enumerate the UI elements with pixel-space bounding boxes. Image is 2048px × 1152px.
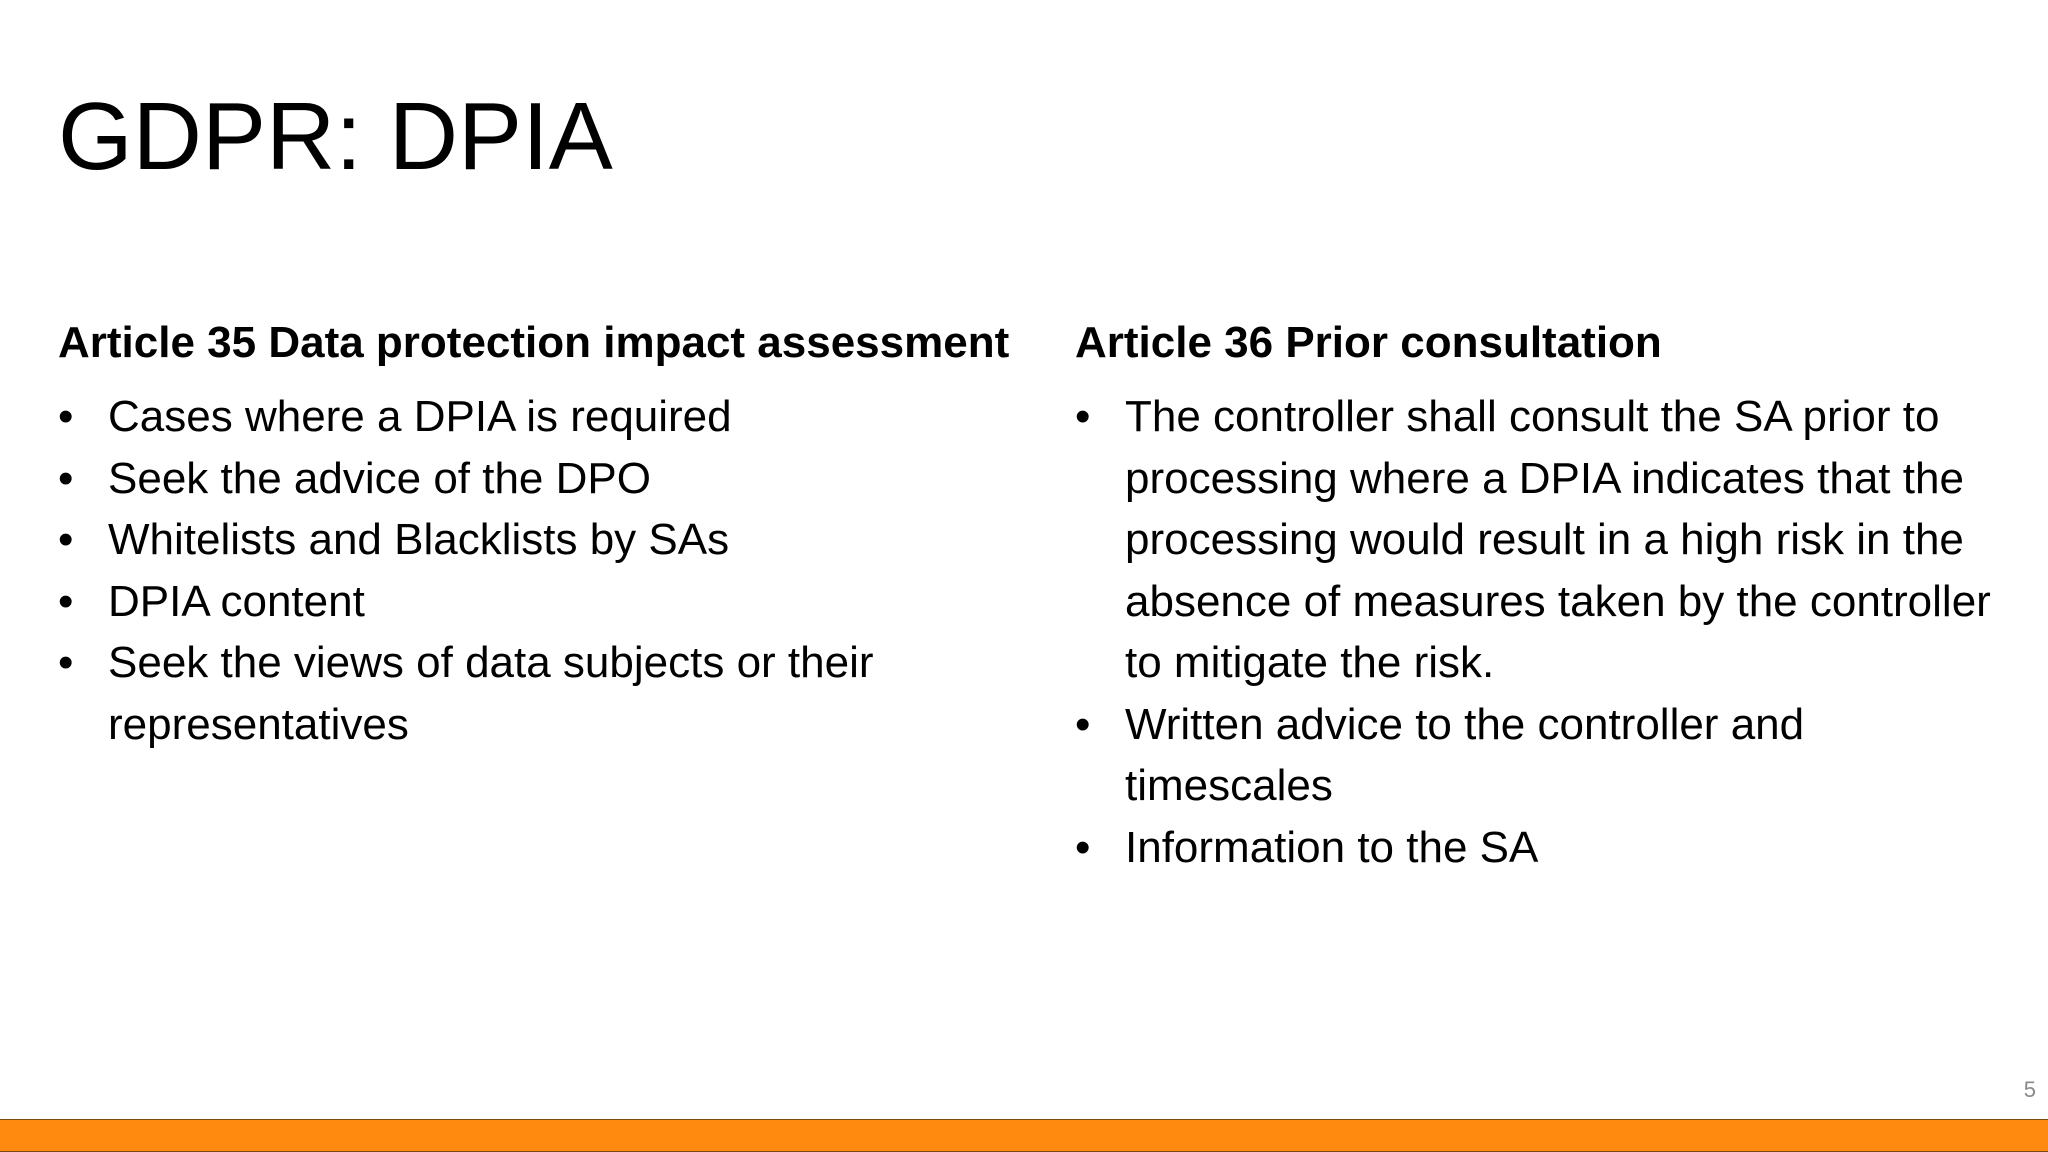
right-column-heading: Article 36 Prior consultation	[1075, 318, 1662, 367]
footer-accent-bar	[0, 1119, 2048, 1152]
list-item	[1075, 386, 2015, 694]
list-item-text: The controller shall consult the SA prior to processing where a DPIA indicates that the processing would result in a high risk in the absence of measures taken by the controller to mitigate the risk.	[1125, 392, 1991, 687]
bullet-icon: •	[1075, 392, 1091, 441]
right-column	[1075, 312, 2015, 878]
bullet-icon: •	[58, 576, 74, 626]
bullet-icon: •	[58, 453, 74, 503]
list-item-text: Written advice to the controller and timescales	[1125, 699, 1805, 810]
slide-title: GDPR: DPIA	[58, 83, 613, 190]
slide-number: 5	[2023, 1077, 2036, 1102]
list-item-text: Cases where a DPIA is required	[108, 392, 732, 441]
left-column	[58, 312, 1038, 755]
list-item	[58, 448, 1038, 510]
bullet-icon: •	[58, 392, 74, 441]
left-bullet-list	[58, 386, 1038, 755]
bullet-icon: •	[1075, 699, 1091, 749]
bullet-icon: •	[58, 515, 74, 564]
list-item	[58, 386, 1038, 448]
list-item-text: Information to the SA	[1125, 822, 1539, 872]
list-item	[58, 571, 1038, 633]
list-item	[1075, 694, 2015, 817]
bullet-icon: •	[58, 638, 74, 687]
bullet-icon: •	[1075, 822, 1091, 872]
list-item-text: Whitelists and Blacklists by SAs	[108, 515, 730, 564]
list-item	[58, 632, 1038, 755]
list-item	[58, 509, 1038, 571]
left-column-heading: Article 35 Data protection impact assessment	[58, 318, 1010, 367]
list-item-text: Seek the advice of the DPO	[108, 453, 651, 503]
list-item	[1075, 817, 2015, 879]
list-item-text: DPIA content	[108, 576, 365, 626]
right-bullet-list	[1075, 386, 2015, 878]
list-item-text: Seek the views of data subjects or their representatives	[108, 638, 874, 749]
